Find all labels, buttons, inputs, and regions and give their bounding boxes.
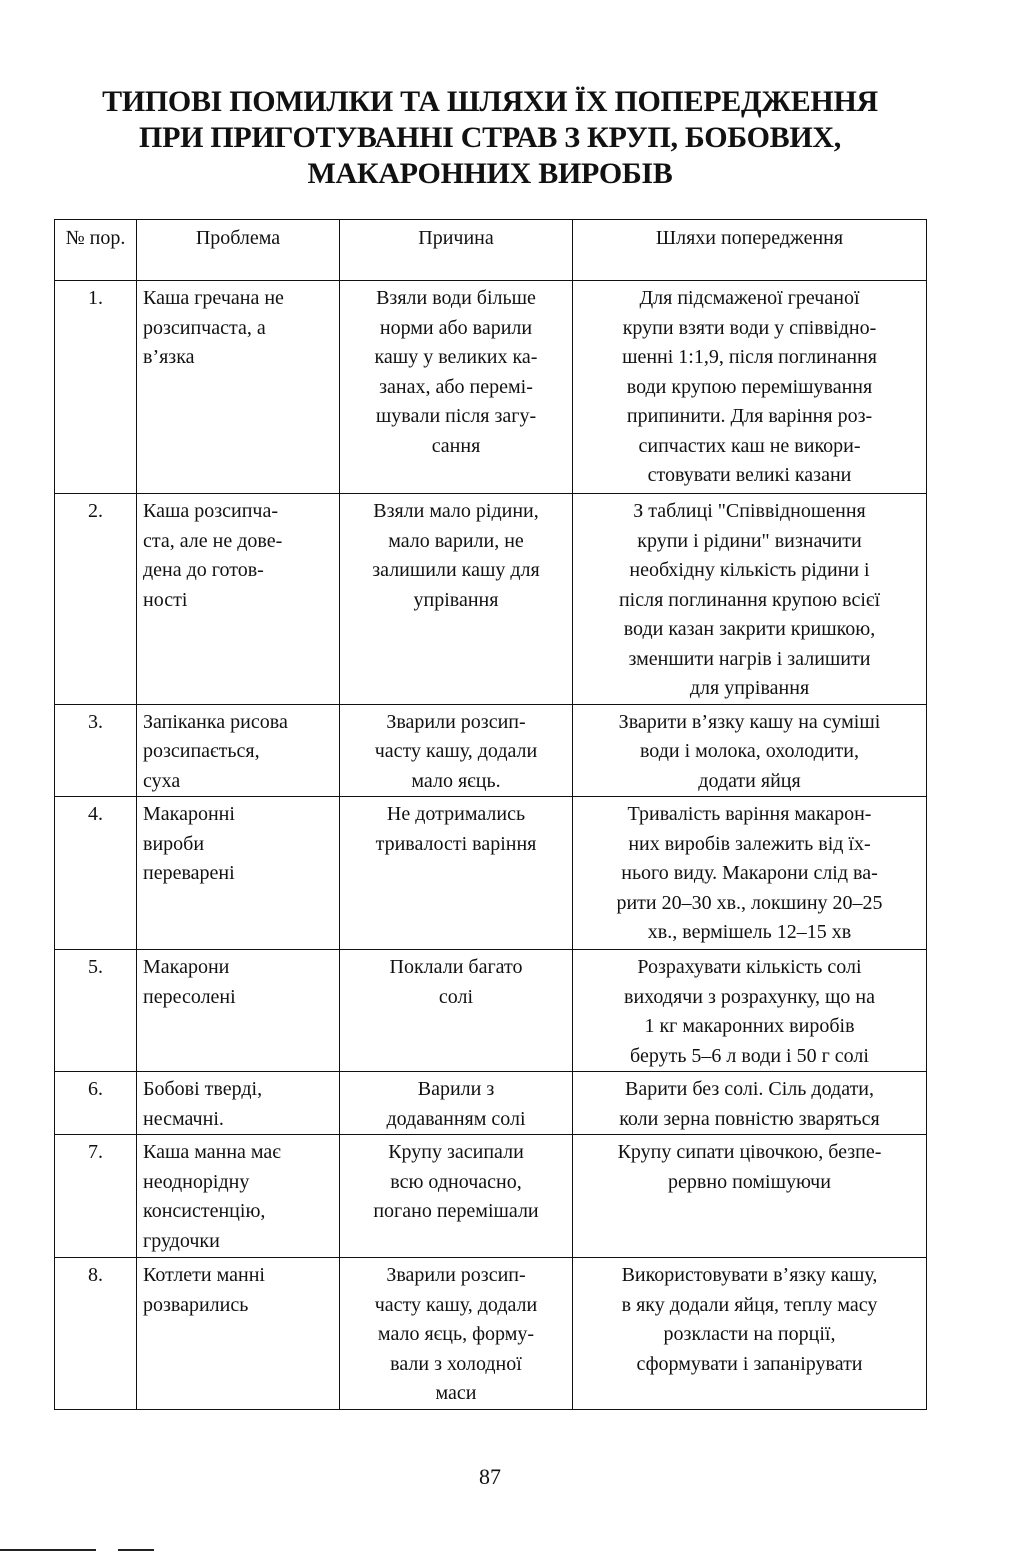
problem-cell: Каша манна має неоднорідну консистенцію, грудочки — [137, 1135, 340, 1258]
cause-cell: Поклали багато солі — [340, 950, 573, 1072]
cause-cell: Крупу засипали всю одночасно, погано перемішали — [340, 1135, 573, 1258]
row-number-cell: 4. — [55, 797, 137, 950]
cause-cell: Не дотримались тривалості варіння — [340, 797, 573, 950]
problem-cell: Запіканка рисова розсипається, суха — [137, 704, 340, 797]
page-title-line-2: ПРИ ПРИГОТУВАННІ СТРАВ З КРУП, БОБОВИХ, — [139, 121, 841, 154]
prevention-cell: Розрахувати кількість солі виходячи з розрахунку, що на 1 кг макаронних виробів беруть 5–6 л води і 50 г солі — [573, 950, 927, 1072]
footer-rule-short — [118, 1549, 154, 1551]
table-row — [55, 950, 927, 1072]
table-row — [55, 1135, 927, 1258]
prevention-cell: Тривалість варіння макарон- них виробів залежить від їх- нього виду. Макарони слід ва- рити 20–30 хв., локшину 20–25 хв., вермішель 12–15 хв — [573, 797, 927, 950]
page-title-line-3: МАКАРОННИХ ВИРОБІВ — [307, 157, 673, 190]
footer-rule — [0, 1549, 96, 1551]
problem-cell: Каша розсипча- ста, але не дове- дена до готов- ності — [137, 494, 340, 705]
header-problem: Проблема — [137, 220, 340, 281]
page-title — [40, 84, 940, 192]
prevention-cell: Використовувати в’язку кашу, в яку додали яйця, теплу масу розкласти на порції, сформувати і запанірувати — [573, 1258, 927, 1410]
row-number-cell: 2. — [55, 494, 137, 705]
table-row — [55, 1258, 927, 1410]
prevention-cell: Крупу сипати цівочкою, безпе- рервно помішуючи — [573, 1135, 927, 1258]
table-row — [55, 704, 927, 797]
table-row — [55, 797, 927, 950]
table-header-row — [55, 220, 927, 281]
cause-cell: Зварили розсип- часту кашу, додали мало яєць, форму- вали з холодної маси — [340, 1258, 573, 1410]
prevention-cell: Для підсмаженої гречаної крупи взяти води у співвідно- шенні 1:1,9, після поглинання води крупою перемішування припинити. Для варіння роз- сипчастих каш не викори- стовувати великі казани — [573, 281, 927, 494]
prevention-cell: Зварити в’язку кашу на суміші води і молока, охолодити, додати яйця — [573, 704, 927, 797]
cause-cell: Взяли води більше норми або варили кашу у великих ка- занах, або перемі- шували після загу- сання — [340, 281, 573, 494]
table-row — [55, 494, 927, 705]
problem-cell: Макарони пересолені — [137, 950, 340, 1072]
row-number-cell: 6. — [55, 1072, 137, 1135]
page-number: 87 — [479, 1464, 501, 1489]
prevention-cell: З таблиці "Співвідношення крупи і рідини" визначити необхідну кількість рідини і після поглинання крупою всієї води казан закрити кришкою, зменшити нагрів і залишити для упрівання — [573, 494, 927, 705]
problem-cell: Бобові тверді, несмачні. — [137, 1072, 340, 1135]
row-number-cell: 5. — [55, 950, 137, 1072]
row-number-cell: 1. — [55, 281, 137, 494]
cause-cell: Варили з додаванням солі — [340, 1072, 573, 1135]
cause-cell: Взяли мало рідини, мало варили, не залишили кашу для упрівання — [340, 494, 573, 705]
header-cause: Причина — [340, 220, 573, 281]
problem-cell: Котлети манні розварились — [137, 1258, 340, 1410]
prevention-cell: Варити без солі. Сіль додати, коли зерна повністю зваряться — [573, 1072, 927, 1135]
header-number: № пор. — [55, 220, 137, 281]
problem-cell: Макаронні вироби переварені — [137, 797, 340, 950]
page-title-line-1: ТИПОВІ ПОМИЛКИ ТА ШЛЯХИ ЇХ ПОПЕРЕДЖЕННЯ — [102, 85, 878, 118]
row-number-cell: 7. — [55, 1135, 137, 1258]
table-row — [55, 1072, 927, 1135]
row-number-cell: 3. — [55, 704, 137, 797]
mistakes-table — [54, 219, 927, 1410]
table-row — [55, 281, 927, 494]
row-number-cell: 8. — [55, 1258, 137, 1410]
header-prevention: Шляхи попередження — [573, 220, 927, 281]
cause-cell: Зварили розсип- часту кашу, додали мало яєць. — [340, 704, 573, 797]
problem-cell: Каша гречана не розсипчаста, а в’язка — [137, 281, 340, 494]
